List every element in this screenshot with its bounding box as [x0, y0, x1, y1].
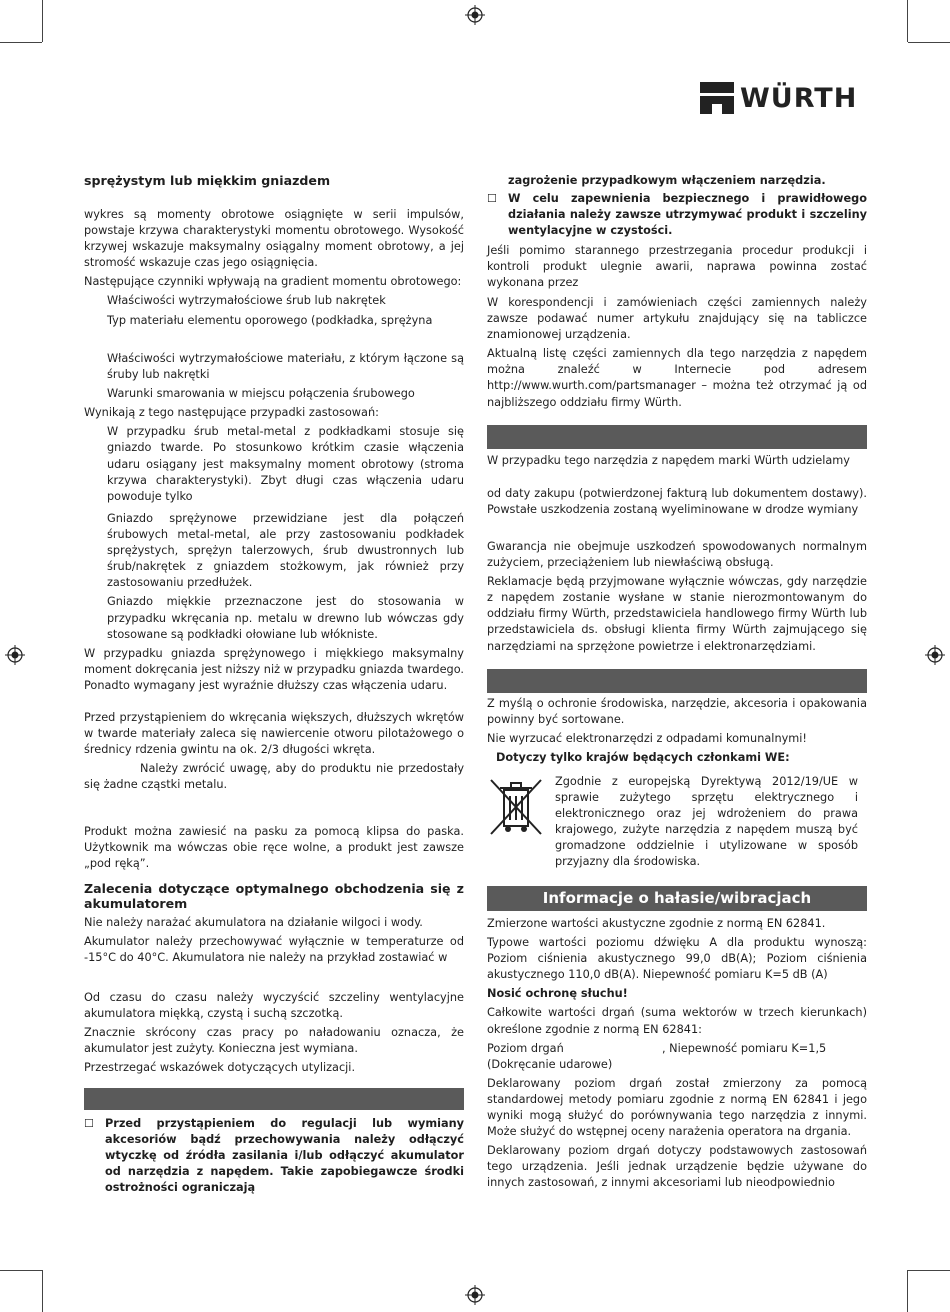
list-item: Gniazdo miękkie przeznaczone jest do stosowania w przypadku wkręcania np. metalu w drewno lub wówczas gdy stosowane są podkładki ołowiane lub włókniste. — [107, 595, 464, 641]
section-heading: sprężystym lub miękkim gniazdem — [84, 173, 331, 188]
crop-mark — [907, 1270, 908, 1312]
paragraph: Jeśli pomimo starannego przestrzegania procedur produkcji i kontroli produkt ulegnie awarii, naprawa powinna zostać wykonana przez — [487, 244, 867, 290]
subheading: Dotyczy tylko krajów będących członkami WE: — [496, 751, 790, 765]
crop-mark — [42, 0, 43, 42]
crossed-bin-icon — [487, 774, 545, 838]
checkbox-icon: ☐ — [487, 192, 497, 205]
crop-mark — [0, 1270, 42, 1271]
checklist-item — [84, 1116, 464, 1196]
uncertainty-label: , Niepewność pomiaru K=1,5 — [662, 1041, 827, 1055]
section-title-bar: Informacje o hałasie/wibracjach — [487, 886, 867, 911]
paragraph: Przed przystąpieniem do wkręcania większych, dłuższych wkrętów w twarde materiały zaleca się nawiercenie otworu pilotażowego o średnicy rdzenia gwintu na ok. 2/3 długości wkręta. — [84, 711, 464, 757]
registration-mark-icon — [465, 1285, 485, 1305]
checklist-text: Przed przystąpieniem do regulacji lub wymiany akcesoriów bądź przechowywania należy odłączyć wtyczkę od źródła zasilania i/lub odłączyć akumulator od narzędzia z napędem. Takie zapobiegawcze środki ostrożności ograniczają — [105, 1117, 464, 1195]
paragraph: W przypadku tego narzędzia z napędem marki Würth udzielamy — [487, 454, 850, 467]
section-header-bar — [84, 1088, 464, 1110]
checklist-text: W celu zapewnienia bezpiecznego i prawidłowego działania należy zawsze utrzymywać produkt i szczeliny wentylacyjne w czystości. — [508, 192, 867, 238]
crop-mark — [0, 42, 42, 43]
crop-mark — [908, 1270, 950, 1271]
crop-mark — [42, 1270, 43, 1312]
crop-mark — [908, 42, 950, 43]
paragraph: Gwarancja nie obejmuje uszkodzeń spowodowanych normalnym zużyciem, przeciążeniem lub niewłaściwą obsługą. — [487, 540, 867, 570]
list-item: Warunki smarowania w miejscu połączenia śrubowego — [107, 387, 415, 401]
paragraph: Nie należy narażać akumulatora na działanie wilgoci i wody. — [84, 916, 423, 929]
section-header-bar — [487, 669, 867, 693]
paragraph: Od czasu do czasu należy wyczyścić szczeliny wentylacyjne akumulatora miękką, czystą i suchą szczotką. — [84, 991, 464, 1021]
paragraph: Przestrzegać wskazówek dotyczących utylizacji. — [84, 1061, 356, 1075]
checklist-continuation — [487, 173, 867, 189]
registration-mark-icon — [925, 645, 945, 665]
paragraph: Wynikają z tego następujące przypadki zastosowań: — [84, 406, 379, 420]
section-heading: Zalecenia dotyczące optymalnego obchodzenia się z akumulatorem — [84, 881, 464, 911]
vibration-line — [487, 1041, 867, 1057]
wurth-emblem-icon — [700, 82, 734, 114]
paragraph: Deklarowany poziom drgań dotyczy podstawowych zastosowań tego urządzenia. Jeśli jednak urządzenie będzie używane do innych zastosowań, z innymi akcesoriami lub nieodpowiednio — [487, 1144, 867, 1190]
list-item: W przypadku śrub metal-metal z podkładkami stosuje się gniazdo twarde. Po stosunkowo krótkim czasie włączenia udaru osiągany jest maksymalny moment obrotowy (stroma krzywa charakterystyki). Zbyt długi czas włączenia udaru powoduje tylko — [107, 425, 464, 503]
paragraph: Znacznie skrócony czas pracy po naładowaniu oznacza, że akumulator jest zużyty. Konieczna jest wymiana. — [84, 1026, 464, 1056]
paragraph: wykres są momenty obrotowe osiągnięte w serii impulsów, powstaje krzywa charakterystyki momentu obrotowego. Wysokość krzywej wskazuje maksymalny osiągalny moment obrotowy, a jej stromość wskazuje czas jego osiągnięcia. — [84, 208, 464, 270]
paragraph: (Dokręcanie udarowe) — [487, 1057, 613, 1071]
paragraph: W korespondencji i zamówieniach części zamiennych należy zawsze podawać numer artykułu znajdujący się na tabliczce znamionowej urządzenia. — [487, 296, 867, 342]
paragraph: od daty zakupu (potwierdzonej fakturą lub dokumentem dostawy). Powstałe uszkodzenia zostaną wyeliminowane w drodze wymiany — [487, 487, 867, 517]
paragraph: Z myślą o ochronie środowiska, narzędzie, akcesoria i opakowania powinny być sortowane. — [487, 697, 867, 727]
vibration-label: Poziom drgań — [487, 1041, 564, 1055]
brand-name: WÜRTH — [740, 82, 858, 114]
paragraph: Należy zwrócić uwagę, aby do produktu nie przedostały się żadne cząstki metalu. — [84, 762, 464, 792]
list-item: Gniazdo sprężynowe przewidziane jest dla połączeń śrubowych metal-metal, ale przy zastosowaniu podkładek sprężystych, sprężyn talerzowych, śrub dwustronnych lub śrub/nakrętek z gniazdem stożkowym, jak również przy zastosowaniu przedłużek. — [107, 512, 464, 590]
paragraph: Typowe wartości poziomu dźwięku A dla produktu wynoszą: Poziom ciśnienia akustycznego 99,0 dB(A); Poziom ciśnienia akustycznego 110,0 dB(A). Niepewność pomiaru K=5 dB (A) — [487, 936, 867, 982]
list-item: Właściwości wytrzymałościowe śrub lub nakrętek — [107, 294, 386, 308]
checklist-text: zagrożenie przypadkowym włączeniem narzędzia. — [508, 174, 826, 187]
paragraph: Deklarowany poziom drgań został zmierzony za pomocą standardowej metody pomiaru zgodnie z normą EN 62841 i jego wyniki mogą służyć do porównywania tego narzędzia z innymi. Może służyć do wstępnej oceny narażenia operatora na drgania. — [487, 1076, 867, 1139]
registration-mark-icon — [5, 645, 25, 665]
section-header-bar — [487, 425, 867, 449]
registration-mark-icon — [465, 5, 485, 25]
checkbox-icon: ☐ — [84, 1117, 94, 1130]
paragraph: Całkowite wartości drgań (suma wektorów w trzech kierunkach) określone zgodnie z normą EN 62841: — [487, 1006, 867, 1036]
paragraph: Aktualną listę części zamiennych dla tego narzędzia z napędem można znaleźć w Internecie pod adresem http://www.wurth.com/partsmanager – można też otrzymać ją od najbliższego oddziału firmy Würth. — [487, 347, 867, 409]
paragraph: Zmierzone wartości akustyczne zgodnie z normą EN 62841. — [487, 917, 826, 930]
checklist-item — [487, 191, 867, 239]
paragraph: W przypadku gniazda sprężynowego i miękkiego maksymalny moment dokręcania jest niższy niż w przypadku gniazda twardego. Ponadto wymagany jest wyraźnie dłuższy czas włączenia udaru. — [84, 646, 464, 692]
paragraph: Następujące czynniki wpływają na gradient momentu obrotowego: — [84, 275, 462, 289]
crop-mark — [907, 0, 908, 42]
paragraph: Akumulator należy przechowywać wyłącznie w temperaturze od -15°C do 40°C. Akumulatora nie należy na przykład zostawiać w — [84, 935, 464, 965]
paragraph: Reklamacje będą przyjmowane wyłącznie wówczas, gdy narzędzie z napędem zostanie wysłane w stanie nierozmontowanym do oddziału firmy Würth, przedstawiciela handlowego firmy Würth lub przedstawiciela ds. obsługi klienta firmy Würth zajmującego się narzędziami na sprzężone powietrze i elektronarzędziami. — [487, 575, 867, 653]
list-item: Właściwości wytrzymałościowe materiału, z którym łączone są śruby lub nakrętki — [107, 352, 464, 382]
paragraph: Nie wyrzucać elektronarzędzi z odpadami komunalnymi! — [487, 732, 807, 746]
weee-text: Zgodnie z europejską Dyrektywą 2012/19/UE w sprawie zużytego sprzętu elektrycznego i elektronicznego oraz jej wdrożeniem do prawa krajowego, zużyte narzędzia z napędem muszą być gromadzone oddzielnie i utylizowane w sposób przyjazny dla środowiska. — [555, 775, 858, 869]
brand-logo — [700, 81, 857, 115]
warning-text: Nosić ochronę słuchu! — [487, 987, 628, 1001]
weee-notice — [487, 774, 867, 871]
paragraph: Produkt można zawiesić na pasku za pomocą klipsa do paska. Użytkownik ma wówczas obie ręce wolne, a produkt jest zawsze „pod ręką”. — [84, 825, 464, 871]
list-item: Typ materiału elementu oporowego (podkładka, sprężyna — [107, 313, 433, 327]
